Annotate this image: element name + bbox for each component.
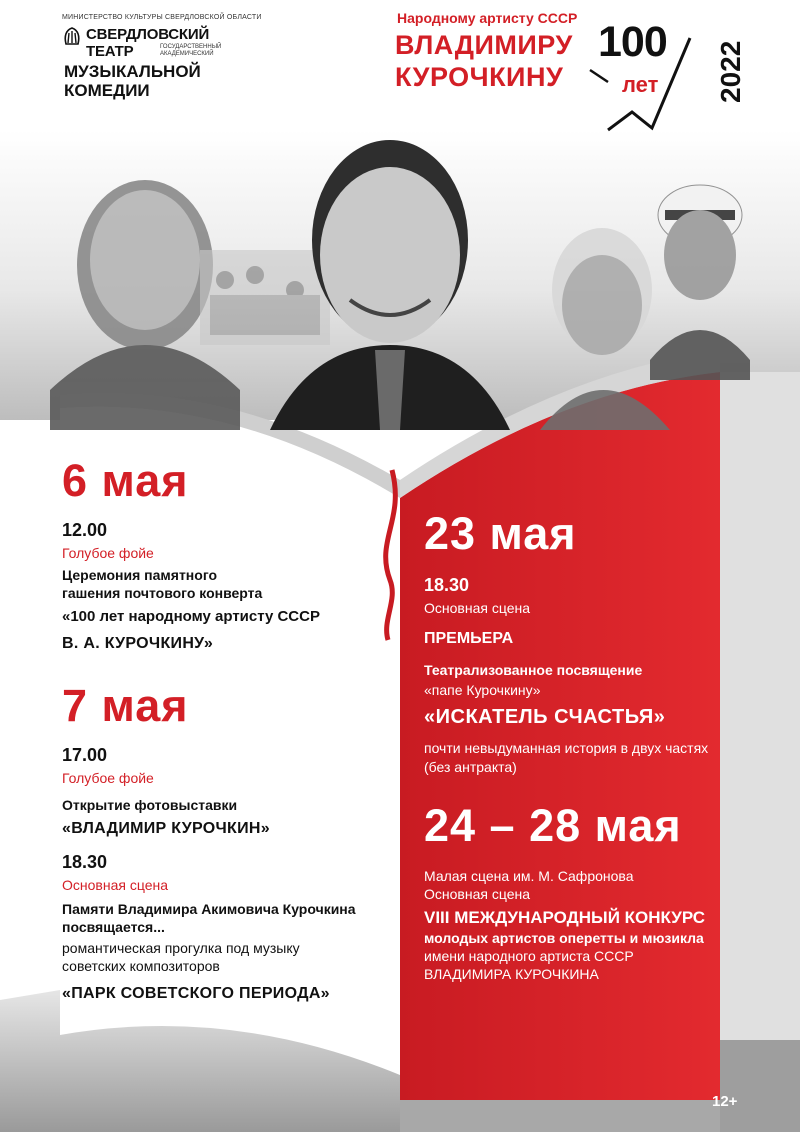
event-desc: Памяти Владимира Акимовича Курочкина (62, 901, 356, 917)
portrait-collage (10, 130, 790, 430)
event-desc: «100 лет народному артисту СССР (62, 608, 320, 625)
event-title: «ВЛАДИМИР КУРОЧКИН» (62, 820, 270, 837)
theatre-name-line4: КОМЕДИИ (64, 81, 150, 100)
group-photo (200, 250, 330, 345)
event-desc: имени народного артиста СССР (424, 948, 634, 964)
event-venue: Голубое фойе (62, 545, 154, 561)
event-desc: (без антракта) (424, 759, 517, 775)
event-venue: Основная сцена (424, 886, 530, 902)
event-title: VIII МЕЖДУНАРОДНЫЙ КОНКУРС (424, 908, 706, 927)
event-desc: молодых артистов оперетты и мюзикла (424, 930, 704, 946)
tagline: Народному артисту СССР (397, 10, 578, 26)
event-date-may24-28: 24 – 28 мая (424, 800, 682, 851)
event-desc: Открытие фотовыставки (62, 797, 238, 813)
event-time: 12.00 (62, 520, 108, 540)
event-date-may7: 7 мая (62, 680, 189, 731)
theatre-name-line2: ТЕАТР (86, 43, 134, 60)
portrait-right-costume (540, 228, 670, 430)
portrait-right-captain (650, 185, 750, 380)
honoree-name-line2: КУРОЧКИНУ (395, 62, 564, 92)
age-rating-badge: 12+ (712, 1093, 738, 1110)
event-time: 18.30 (424, 575, 470, 595)
theatre-name-line3: МУЗЫКАЛЬНОЙ (64, 62, 201, 81)
event-title: «ИСКАТЕЛЬ СЧАСТЬЯ» (424, 706, 666, 728)
event-date-may23: 23 мая (424, 508, 577, 559)
event-time: 17.00 (62, 745, 108, 765)
event-date-may6: 6 мая (62, 455, 189, 506)
event-desc: гашения почтового конверта (62, 585, 263, 601)
event-desc: Театрализованное посвящение (424, 662, 643, 678)
event-title: В. А. КУРОЧКИНУ» (62, 635, 214, 652)
theatre-name-sub: ГОСУДАРСТВЕННЫЙ АКАДЕМИЧЕСКИЙ (160, 44, 222, 57)
theatre-name-line1: СВЕРДЛОВСКИЙ (86, 26, 210, 43)
anniversary-year: 2022 (715, 40, 746, 103)
event-venue: Малая сцена им. М. Сафронова (424, 868, 634, 884)
anniversary-years-word: лет (622, 72, 659, 97)
event-desc: ВЛАДИМИРА КУРОЧКИНА (424, 966, 599, 982)
event-desc: «папе Курочкину» (424, 682, 541, 698)
event-desc: романтическая прогулка под музыку (62, 940, 300, 956)
premiere-label: ПРЕМЬЕРА (424, 630, 514, 647)
event-desc: посвящается... (62, 919, 165, 935)
event-venue: Основная сцена (62, 877, 168, 893)
anniversary-number: 100 (598, 18, 667, 66)
event-venue: Голубое фойе (62, 770, 154, 786)
event-desc: советских композиторов (62, 958, 220, 974)
event-time: 18.30 (62, 852, 108, 872)
event-venue: Основная сцена (424, 600, 530, 616)
event-title: «ПАРК СОВЕТСКОГО ПЕРИОДА» (62, 985, 330, 1002)
event-desc: почти невыдуманная история в двух частях (424, 740, 709, 756)
ministry-label: МИНИСТЕРСТВО КУЛЬТУРЫ СВЕРДЛОВСКОЙ ОБЛАСТИ (62, 14, 262, 21)
honoree-name-line1: ВЛАДИМИРУ (395, 30, 573, 60)
theatre-logo-icon (62, 26, 82, 46)
event-desc: Церемония памятного (62, 567, 218, 583)
